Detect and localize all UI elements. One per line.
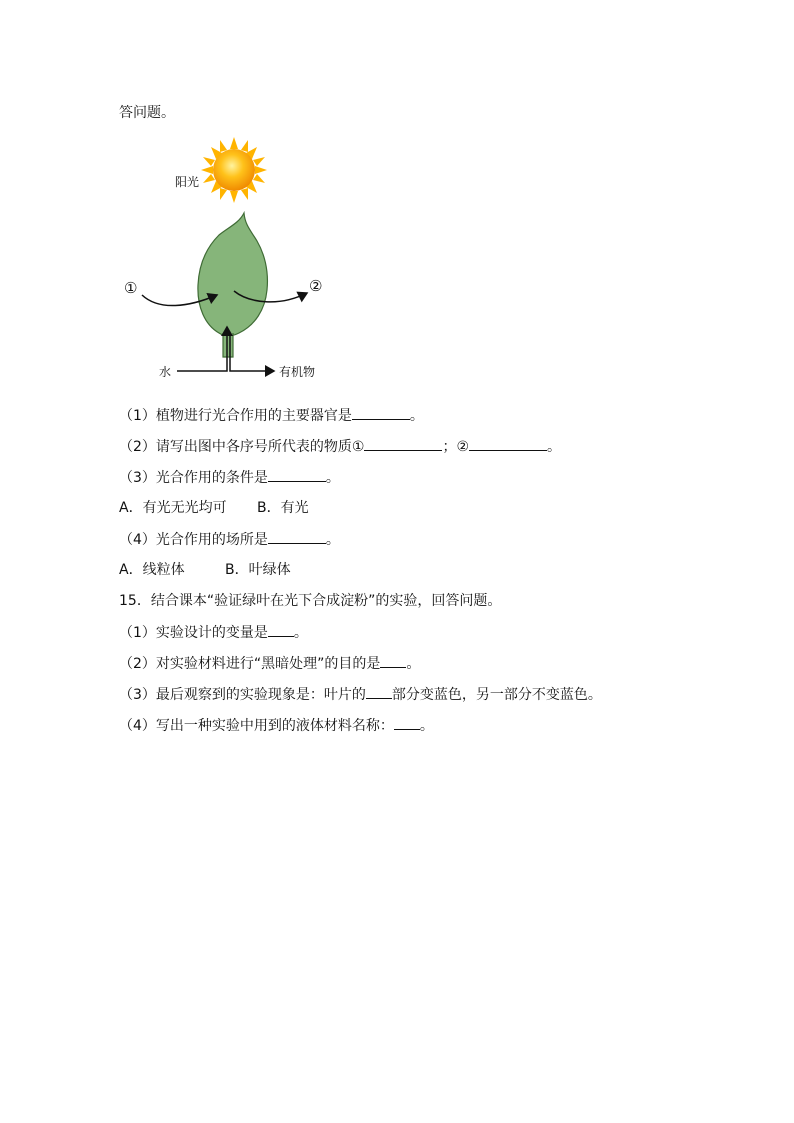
intro-text: 答问题。 [119,105,175,121]
q14-item-2-sep: ； [442,439,457,455]
answer-blank[interactable] [364,436,442,451]
leaf-diagram [119,135,359,385]
option-a[interactable]: A．线粒体 [119,562,185,578]
q15-item-2 [119,653,420,674]
answer-blank[interactable] [380,653,406,668]
answer-blank[interactable] [268,529,326,544]
answer-blank[interactable] [394,715,420,730]
q14-item-4 [119,529,340,550]
sun-icon [201,137,267,203]
q15-item-2-text: （2）对实验材料进行“黑暗处理”的目的是 [119,656,381,672]
q14-item-4-options [119,560,291,580]
q15-item-3 [119,684,602,705]
option-a[interactable]: A．有光无光均可 [119,500,227,516]
answer-blank[interactable] [268,467,326,482]
option-b[interactable]: B．有光 [257,500,309,516]
q15-item-4 [119,715,434,736]
q14-item-3-text: （3）光合作用的条件是 [119,470,268,486]
marker-2: ② [309,277,323,295]
water-label: 水 [159,365,172,379]
q15-item-4-text: （4）写出一种实验中用到的液体材料名称： [119,718,394,734]
answer-blank[interactable] [268,622,294,637]
q14-item-1-text: （1）植物进行光合作用的主要器官是 [119,408,352,424]
answer-blank[interactable] [352,405,410,420]
q15-item-1 [119,622,308,643]
q14-item-4-end: 。 [325,532,340,548]
answer-blank[interactable] [469,436,547,451]
answer-blank[interactable] [366,684,392,699]
q15-item-2-end: 。 [406,656,421,672]
organic-label: 有机物 [279,365,316,379]
q14-item-1-end: 。 [409,408,424,424]
sunlight-label: 阳光 [175,175,200,189]
q14-item-3-end: 。 [325,470,340,486]
q14-item-2-mark1: ① [351,439,365,455]
q14-item-2-text: （2）请写出图中各序号所代表的物质 [119,439,352,455]
q14-item-2-mark2: ② [456,439,470,455]
marker-1: ① [124,279,138,297]
arrow-organic [230,333,274,371]
q14-item-1 [119,405,424,426]
q15-item-1-text: （1）实验设计的变量是 [119,625,268,641]
q14-item-3 [119,467,340,488]
q15-item-1-end: 。 [293,625,308,641]
q14-item-2-end: 。 [547,439,562,455]
q15-item-3-text: （3）最后观察到的实验现象是：叶片的 [119,687,366,703]
q15-item-3-mid: 部分变蓝色，另一部分不变蓝色。 [391,687,602,703]
q15-item-4-end: 。 [419,718,434,734]
q14-item-2 [119,436,561,457]
q14-item-3-options [119,498,309,518]
q14-item-4-text: （4）光合作用的场所是 [119,532,268,548]
option-b[interactable]: B．叶绿体 [225,562,291,578]
q15-title: 15．结合课本“验证绿叶在光下合成淀粉”的实验，回答问题。 [119,593,502,609]
leaf-icon [198,213,268,357]
photosynthesis-figure [119,135,359,385]
